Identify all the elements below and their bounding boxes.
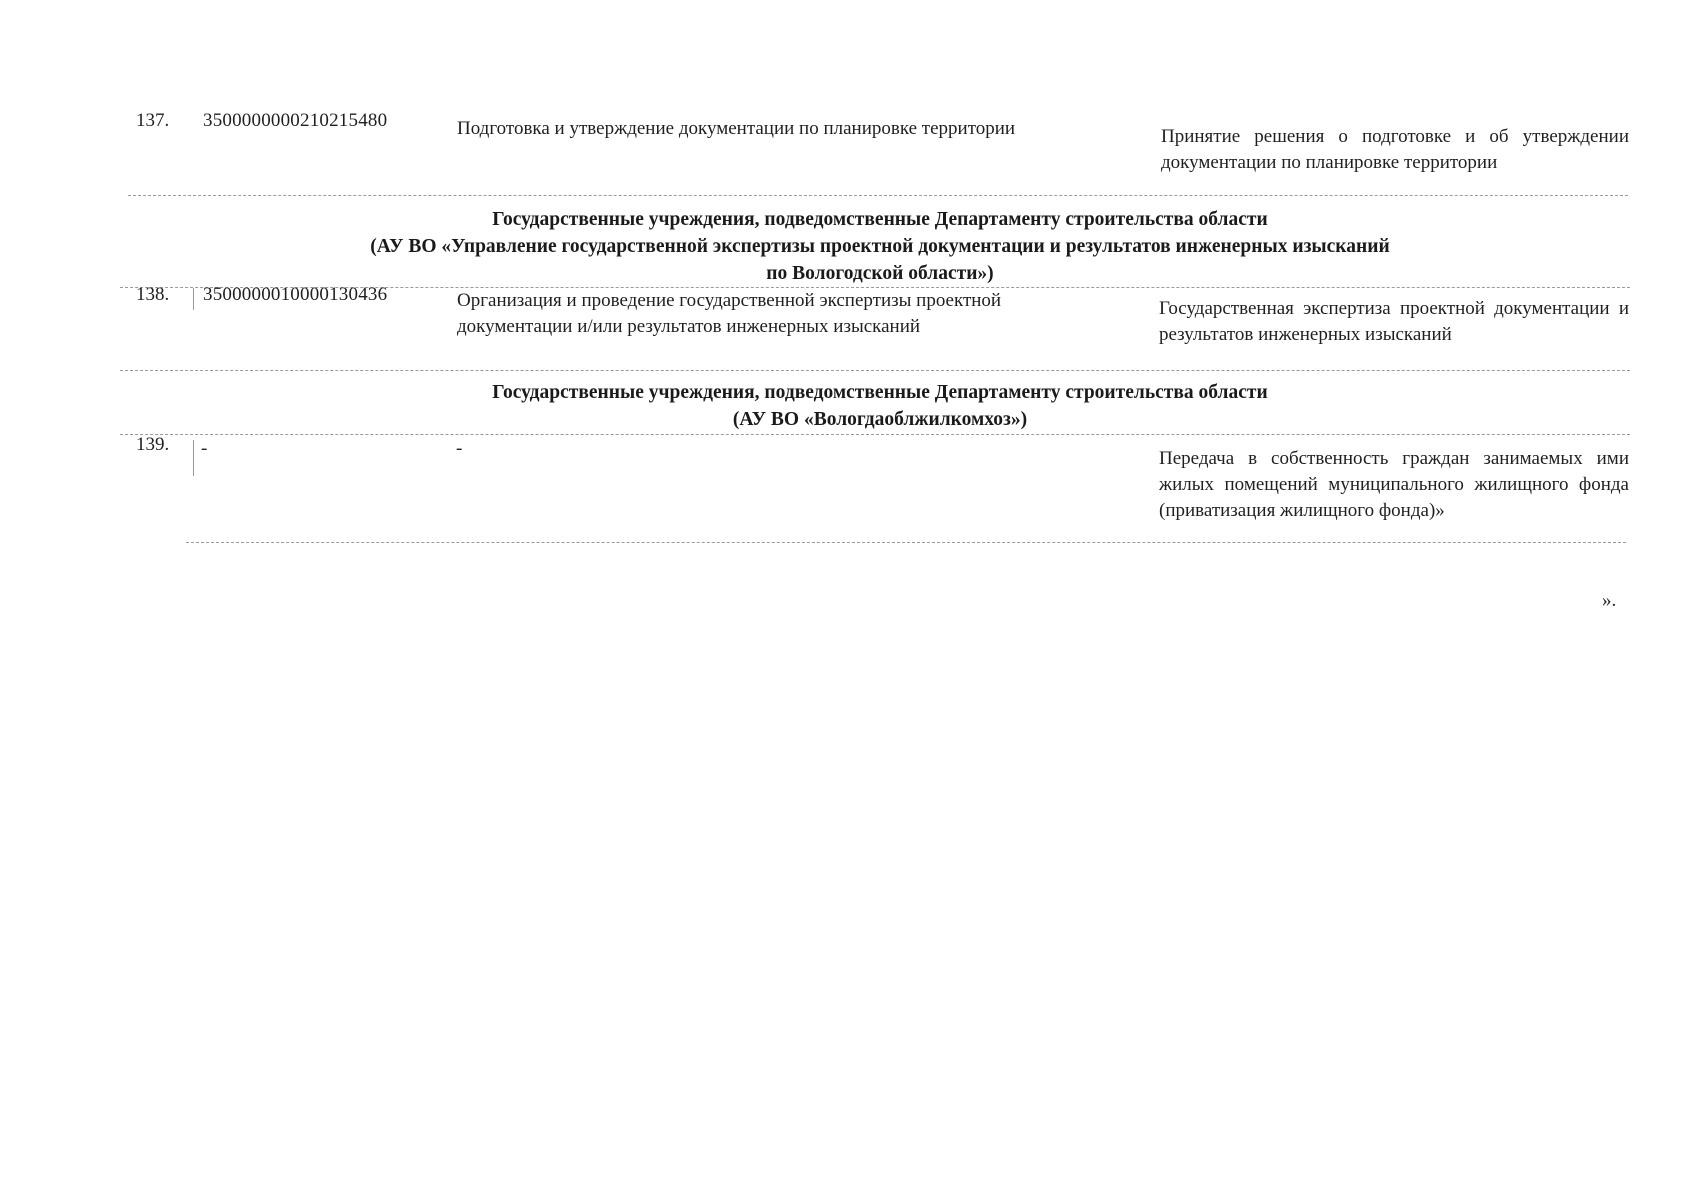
service-code: - [201, 438, 208, 459]
row-number: 137. [136, 110, 170, 131]
row-divider [120, 434, 1630, 435]
heading-line: Государственные учреждения, подведомственные Департаменту строительства области [492, 382, 1268, 403]
cell-border [193, 440, 194, 476]
row-number: 139. [136, 434, 170, 455]
service-result: Передача в собственность граждан занимаемых ими жилых помещений муниципального жилищного фонда (приватизация жилищного фонда)» [1159, 448, 1629, 521]
service-name: - [456, 438, 463, 459]
service-result: Принятие решения о подготовке и об утверждении документации по планировке территории [1161, 126, 1629, 173]
row-divider [120, 370, 1630, 371]
section-heading [120, 206, 1640, 287]
heading-line: Государственные учреждения, подведомственные Департаменту строительства области [492, 209, 1268, 230]
section-heading [120, 379, 1640, 433]
service-result: Государственная экспертиза проектной документации и результатов инженерных изысканий [1159, 298, 1629, 345]
closing-quote: ». [1602, 590, 1617, 611]
cell-border [193, 288, 194, 310]
row-divider [186, 542, 1626, 543]
service-code: 3500000010000130436 [203, 284, 388, 305]
service-name: Подготовка и утверждение документации по планировке территории [457, 118, 1016, 139]
heading-line: (АУ ВО «Управление государственной экспертизы проектной документации и результатов инженерных изысканий [370, 236, 1390, 257]
service-name: Организация и проведение государственной экспертизы проектной документации и/или результатов инженерных изысканий [457, 290, 1002, 337]
row-number: 138. [136, 284, 170, 305]
heading-line: (АУ ВО «Вологдаоблжилкомхоз») [732, 409, 1028, 430]
heading-line: по Вологодской области») [766, 263, 994, 284]
service-code: 3500000000210215480 [203, 110, 388, 131]
row-divider [128, 195, 1628, 196]
